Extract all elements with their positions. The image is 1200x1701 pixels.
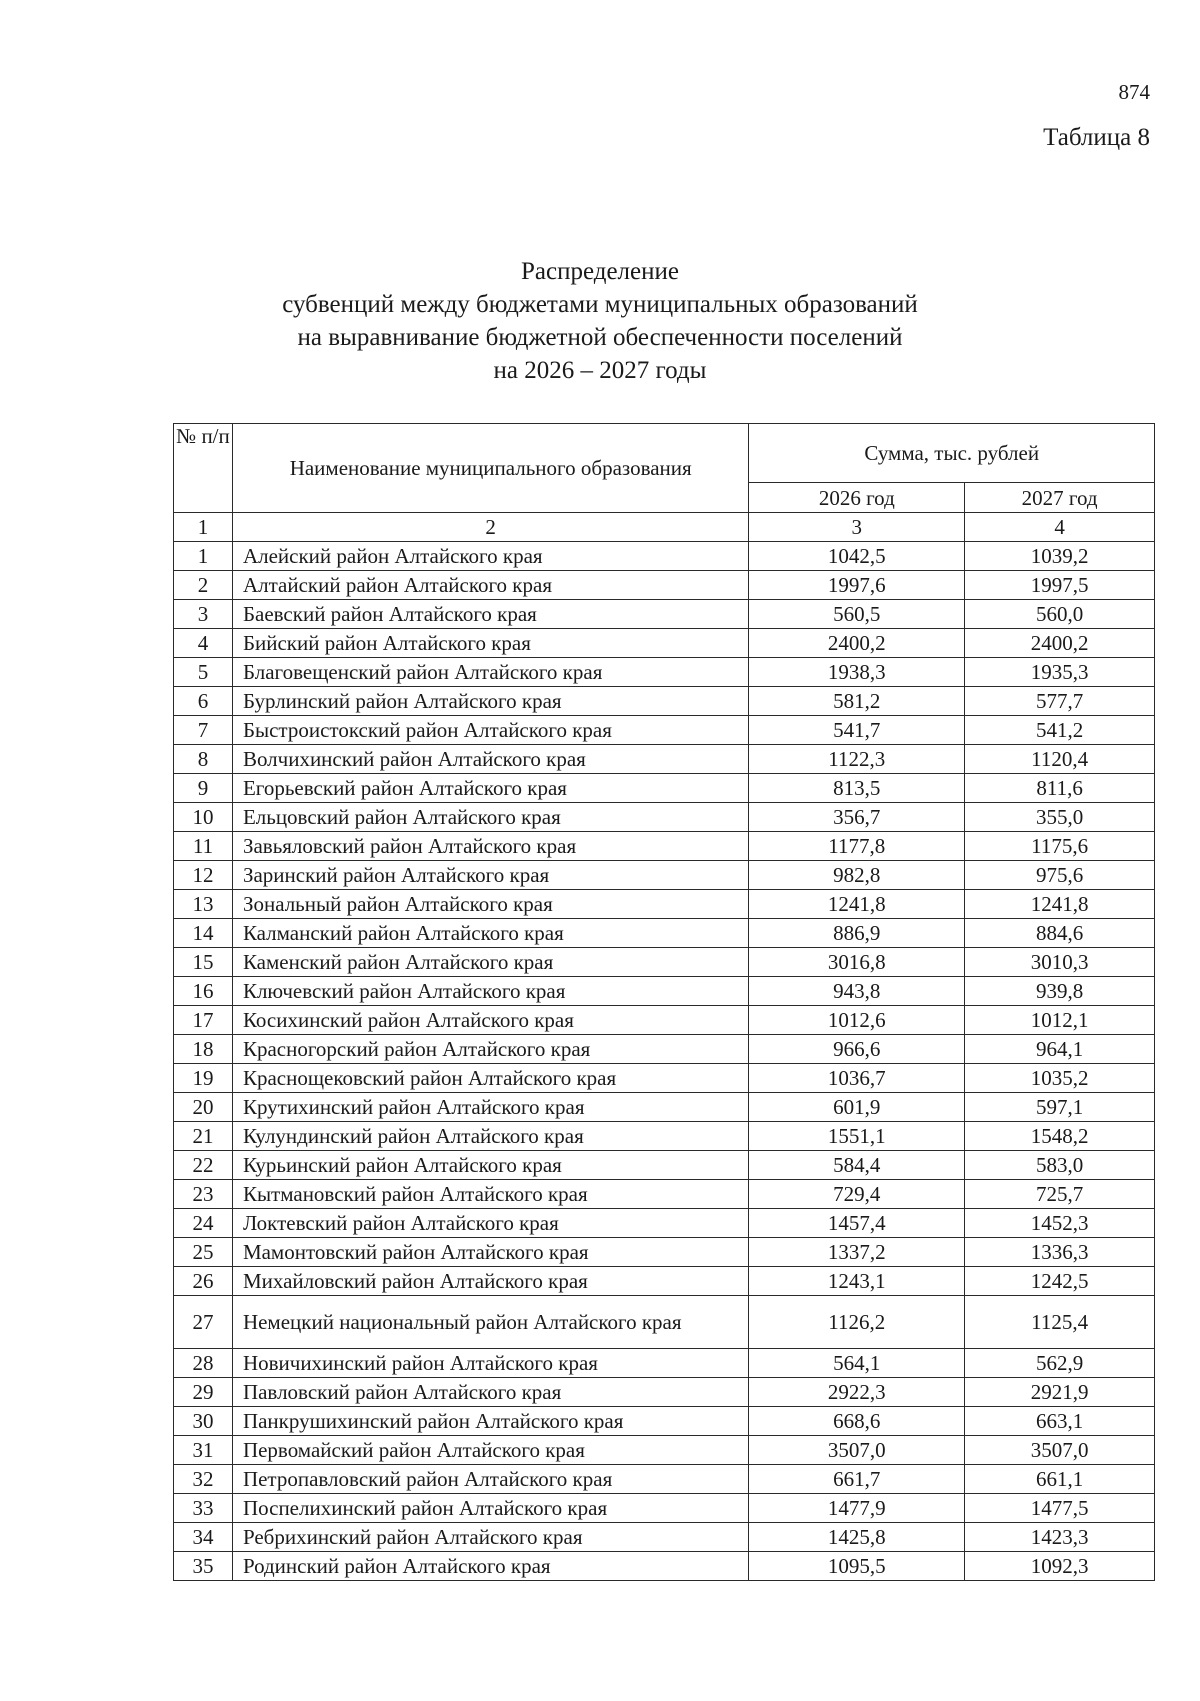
municipality-name: Каменский район Алтайского края [232, 948, 748, 977]
column-index: 1 [174, 513, 233, 542]
row-number: 28 [174, 1349, 233, 1378]
amount-2027: 1125,4 [965, 1296, 1155, 1349]
row-number: 5 [174, 658, 233, 687]
amount-2026: 3016,8 [749, 948, 965, 977]
table-body [174, 542, 1155, 1581]
amount-2027: 1242,5 [965, 1267, 1155, 1296]
title-line: на 2026 – 2027 годы [493, 357, 707, 384]
row-number: 3 [174, 600, 233, 629]
table-row [174, 629, 1155, 658]
header-year-2026: 2026 год [749, 483, 965, 513]
municipality-name: Немецкий национальный район Алтайского края [232, 1296, 748, 1349]
municipality-name: Петропавловский район Алтайского края [232, 1465, 748, 1494]
row-number: 2 [174, 571, 233, 600]
row-number: 7 [174, 716, 233, 745]
municipality-name: Локтевский район Алтайского края [232, 1209, 748, 1238]
municipality-name: Кулундинский район Алтайского края [232, 1122, 748, 1151]
municipality-name: Косихинский район Алтайского края [232, 1006, 748, 1035]
table-row [174, 1407, 1155, 1436]
amount-2026: 541,7 [749, 716, 965, 745]
municipality-name: Панкрушихинский район Алтайского края [232, 1407, 748, 1436]
column-index: 4 [965, 513, 1155, 542]
table-row [174, 1267, 1155, 1296]
municipality-name: Зональный район Алтайского края [232, 890, 748, 919]
municipality-name: Ельцовский район Алтайского края [232, 803, 748, 832]
amount-2027: 1175,6 [965, 832, 1155, 861]
municipality-name: Благовещенский район Алтайского края [232, 658, 748, 687]
table-row [174, 948, 1155, 977]
amount-2026: 1012,6 [749, 1006, 965, 1035]
row-number: 30 [174, 1407, 233, 1436]
row-number: 13 [174, 890, 233, 919]
amount-2026: 1243,1 [749, 1267, 965, 1296]
amount-2026: 560,5 [749, 600, 965, 629]
amount-2027: 661,1 [965, 1465, 1155, 1494]
table-row [174, 803, 1155, 832]
column-index: 2 [232, 513, 748, 542]
amount-2026: 661,7 [749, 1465, 965, 1494]
row-number: 19 [174, 1064, 233, 1093]
municipality-name: Поспелихинский район Алтайского края [232, 1494, 748, 1523]
amount-2027: 1452,3 [965, 1209, 1155, 1238]
document-title [0, 255, 1200, 387]
amount-2027: 975,6 [965, 861, 1155, 890]
table-row [174, 542, 1155, 571]
amount-2026: 1095,5 [749, 1552, 965, 1581]
row-number: 31 [174, 1436, 233, 1465]
row-number: 35 [174, 1552, 233, 1581]
row-number: 15 [174, 948, 233, 977]
table-row [174, 1006, 1155, 1035]
amount-2026: 2922,3 [749, 1378, 965, 1407]
table-row [174, 1378, 1155, 1407]
amount-2026: 668,6 [749, 1407, 965, 1436]
row-number: 1 [174, 542, 233, 571]
municipality-name: Михайловский район Алтайского края [232, 1267, 748, 1296]
table-row [174, 1035, 1155, 1064]
table-row [174, 1064, 1155, 1093]
table-row [174, 1494, 1155, 1523]
table-label: Таблица 8 [1043, 124, 1150, 151]
row-number: 20 [174, 1093, 233, 1122]
municipality-name: Алтайский район Алтайского края [232, 571, 748, 600]
title-line: Распределение [521, 258, 679, 285]
table-row [174, 1296, 1155, 1349]
row-number: 22 [174, 1151, 233, 1180]
municipality-name: Бийский район Алтайского края [232, 629, 748, 658]
header-municipality-name: Наименование муниципального образования [232, 424, 748, 513]
municipality-name: Калманский район Алтайского края [232, 919, 748, 948]
table-row [174, 832, 1155, 861]
table-row [174, 1436, 1155, 1465]
amount-2027: 1120,4 [965, 745, 1155, 774]
amount-2027: 597,1 [965, 1093, 1155, 1122]
amount-2026: 2400,2 [749, 629, 965, 658]
row-number: 14 [174, 919, 233, 948]
amount-2027: 2921,9 [965, 1378, 1155, 1407]
amount-2026: 601,9 [749, 1093, 965, 1122]
amount-2026: 1425,8 [749, 1523, 965, 1552]
table-row [174, 1151, 1155, 1180]
municipality-name: Волчихинский район Алтайского края [232, 745, 748, 774]
page-number: 874 [1118, 80, 1150, 104]
municipality-name: Алейский район Алтайского края [232, 542, 748, 571]
amount-2026: 729,4 [749, 1180, 965, 1209]
table-row [174, 571, 1155, 600]
amount-2027: 3507,0 [965, 1436, 1155, 1465]
table-row [174, 1552, 1155, 1581]
amount-2027: 541,2 [965, 716, 1155, 745]
amount-2026: 886,9 [749, 919, 965, 948]
table-row [174, 1209, 1155, 1238]
amount-2026: 1042,5 [749, 542, 965, 571]
header-sum: Сумма, тыс. рублей [749, 424, 1155, 483]
amount-2026: 584,4 [749, 1151, 965, 1180]
amount-2027: 939,8 [965, 977, 1155, 1006]
amount-2027: 663,1 [965, 1407, 1155, 1436]
amount-2026: 943,8 [749, 977, 965, 1006]
row-number: 6 [174, 687, 233, 716]
title-line: на выравнивание бюджетной обеспеченности поселений [297, 324, 903, 351]
table-row [174, 1465, 1155, 1494]
amount-2027: 562,9 [965, 1349, 1155, 1378]
amount-2027: 1035,2 [965, 1064, 1155, 1093]
municipality-name: Егорьевский район Алтайского края [232, 774, 748, 803]
row-number: 10 [174, 803, 233, 832]
amount-2027: 1477,5 [965, 1494, 1155, 1523]
row-number: 25 [174, 1238, 233, 1267]
table-row [174, 658, 1155, 687]
municipality-name: Красногорский район Алтайского края [232, 1035, 748, 1064]
municipality-name: Мамонтовский район Алтайского края [232, 1238, 748, 1267]
table-row [174, 977, 1155, 1006]
amount-2026: 1551,1 [749, 1122, 965, 1151]
table-row [174, 890, 1155, 919]
amount-2026: 1122,3 [749, 745, 965, 774]
title-line: субвенций между бюджетами муниципальных образований [282, 291, 918, 318]
amount-2027: 355,0 [965, 803, 1155, 832]
row-number: 16 [174, 977, 233, 1006]
amount-2027: 3010,3 [965, 948, 1155, 977]
amount-2026: 1477,9 [749, 1494, 965, 1523]
municipality-name: Курьинский район Алтайского края [232, 1151, 748, 1180]
amount-2027: 811,6 [965, 774, 1155, 803]
municipality-name: Быстроистокский район Алтайского края [232, 716, 748, 745]
row-number: 23 [174, 1180, 233, 1209]
amount-2026: 966,6 [749, 1035, 965, 1064]
table-row [174, 1122, 1155, 1151]
amount-2027: 1935,3 [965, 658, 1155, 687]
header-year-2027: 2027 год [965, 483, 1155, 513]
row-number: 27 [174, 1296, 233, 1349]
table-row [174, 716, 1155, 745]
amount-2026: 1036,7 [749, 1064, 965, 1093]
subvention-table [173, 423, 1155, 1581]
row-number: 8 [174, 745, 233, 774]
municipality-name: Крутихинский район Алтайского края [232, 1093, 748, 1122]
row-number: 32 [174, 1465, 233, 1494]
amount-2027: 1548,2 [965, 1122, 1155, 1151]
header-number: № п/п [174, 424, 233, 513]
amount-2027: 1241,8 [965, 890, 1155, 919]
table-row [174, 861, 1155, 890]
municipality-name: Кытмановский район Алтайского края [232, 1180, 748, 1209]
municipality-name: Родинский район Алтайского края [232, 1552, 748, 1581]
municipality-name: Завьяловский район Алтайского края [232, 832, 748, 861]
amount-2026: 982,8 [749, 861, 965, 890]
row-number: 11 [174, 832, 233, 861]
row-number: 26 [174, 1267, 233, 1296]
amount-2027: 2400,2 [965, 629, 1155, 658]
row-number: 24 [174, 1209, 233, 1238]
municipality-name: Павловский район Алтайского края [232, 1378, 748, 1407]
amount-2026: 1241,8 [749, 890, 965, 919]
amount-2026: 1126,2 [749, 1296, 965, 1349]
row-number: 21 [174, 1122, 233, 1151]
table-row [174, 1093, 1155, 1122]
table-row [174, 919, 1155, 948]
row-number: 18 [174, 1035, 233, 1064]
municipality-name: Баевский район Алтайского края [232, 600, 748, 629]
table-row [174, 1523, 1155, 1552]
table-row [174, 1349, 1155, 1378]
row-number: 34 [174, 1523, 233, 1552]
amount-2026: 1938,3 [749, 658, 965, 687]
table-row [174, 1238, 1155, 1267]
amount-2027: 1012,1 [965, 1006, 1155, 1035]
municipality-name: Новичихинский район Алтайского края [232, 1349, 748, 1378]
amount-2027: 1997,5 [965, 571, 1155, 600]
table-row [174, 745, 1155, 774]
table-row [174, 1180, 1155, 1209]
amount-2026: 581,2 [749, 687, 965, 716]
row-number: 4 [174, 629, 233, 658]
amount-2026: 564,1 [749, 1349, 965, 1378]
row-number: 17 [174, 1006, 233, 1035]
amount-2026: 1177,8 [749, 832, 965, 861]
amount-2027: 964,1 [965, 1035, 1155, 1064]
amount-2027: 1336,3 [965, 1238, 1155, 1267]
row-number: 29 [174, 1378, 233, 1407]
amount-2026: 813,5 [749, 774, 965, 803]
row-number: 12 [174, 861, 233, 890]
amount-2027: 583,0 [965, 1151, 1155, 1180]
column-index: 3 [749, 513, 965, 542]
amount-2027: 1092,3 [965, 1552, 1155, 1581]
municipality-name: Ребрихинский район Алтайского края [232, 1523, 748, 1552]
amount-2027: 884,6 [965, 919, 1155, 948]
municipality-name: Краснощековский район Алтайского края [232, 1064, 748, 1093]
amount-2027: 577,7 [965, 687, 1155, 716]
municipality-name: Заринский район Алтайского края [232, 861, 748, 890]
amount-2026: 356,7 [749, 803, 965, 832]
amount-2027: 1423,3 [965, 1523, 1155, 1552]
table-row [174, 600, 1155, 629]
amount-2027: 1039,2 [965, 542, 1155, 571]
amount-2026: 3507,0 [749, 1436, 965, 1465]
table-row [174, 687, 1155, 716]
amount-2026: 1337,2 [749, 1238, 965, 1267]
amount-2026: 1997,6 [749, 571, 965, 600]
row-number: 9 [174, 774, 233, 803]
municipality-name: Ключевский район Алтайского края [232, 977, 748, 1006]
amount-2027: 560,0 [965, 600, 1155, 629]
amount-2027: 725,7 [965, 1180, 1155, 1209]
municipality-name: Первомайский район Алтайского края [232, 1436, 748, 1465]
table-row [174, 774, 1155, 803]
municipality-name: Бурлинский район Алтайского края [232, 687, 748, 716]
row-number: 33 [174, 1494, 233, 1523]
amount-2026: 1457,4 [749, 1209, 965, 1238]
